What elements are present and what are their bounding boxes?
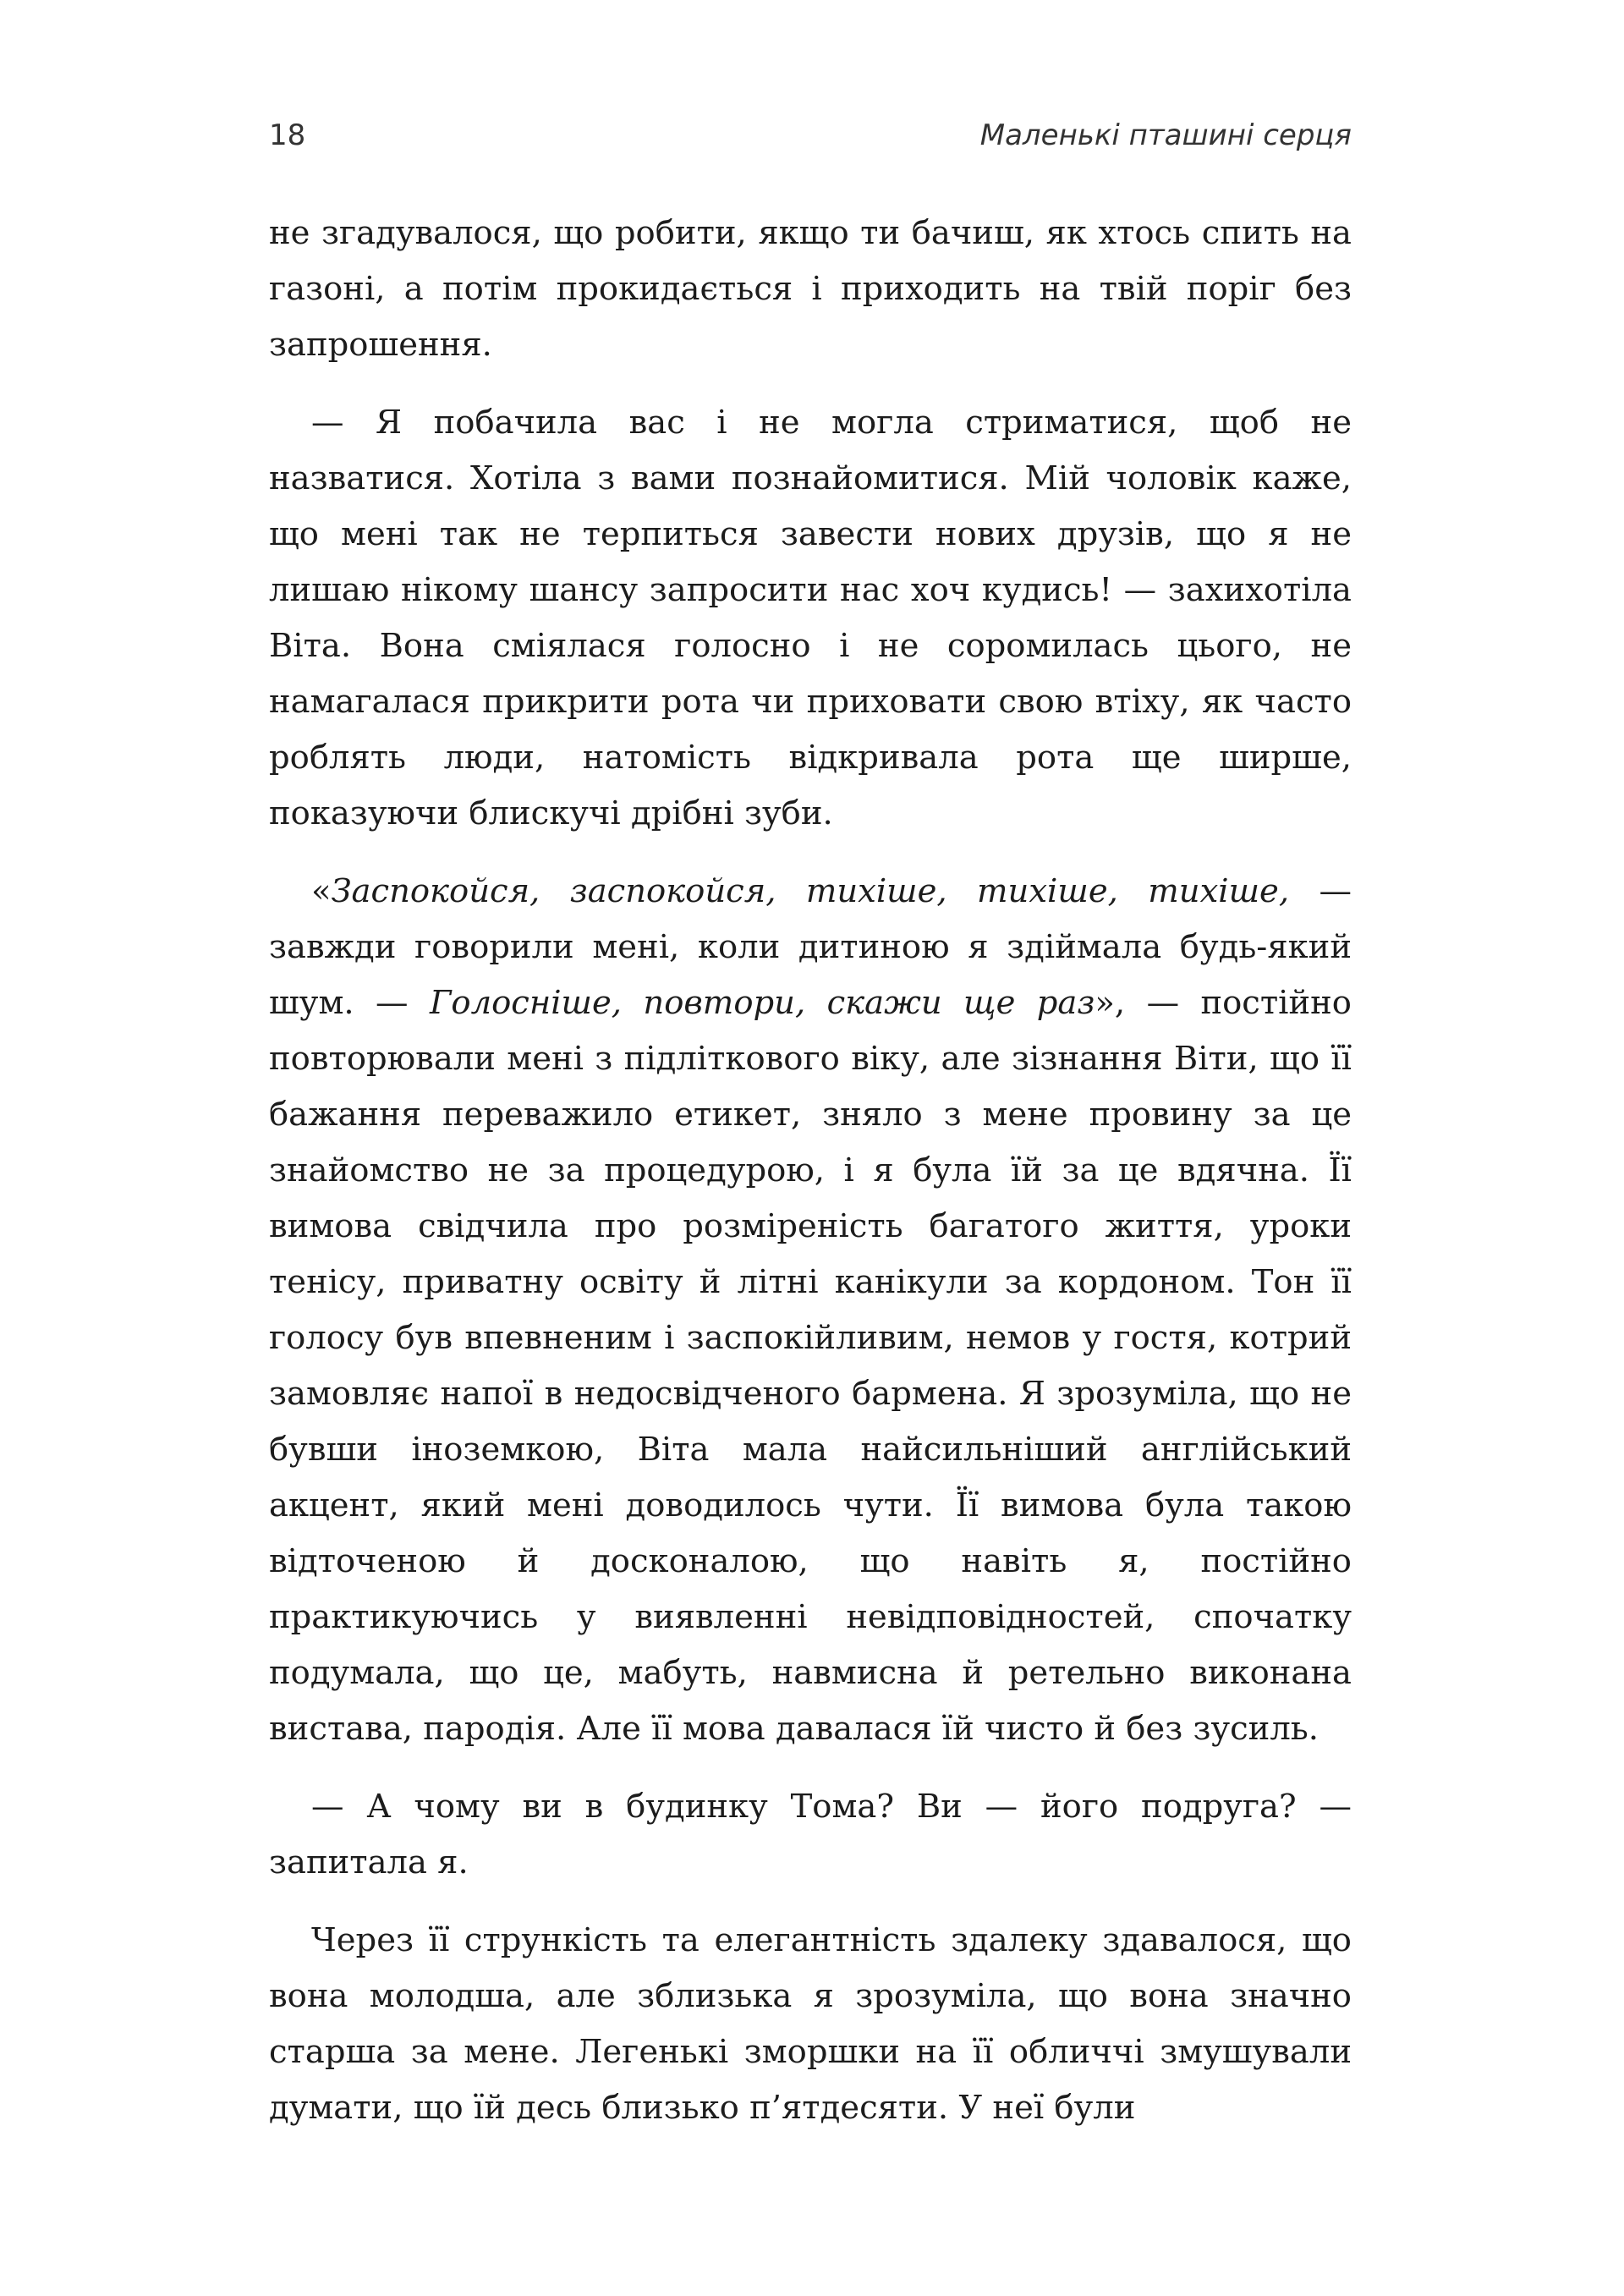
text-segment: », — постійно повторювали мені з підліткового віку, але зізнання Віти, що її бажання переважило етикет, зняло з мене провину за це знайомство не за процедурою, і я була їй за це вдячна. Її вимова свідчила про розміреність багатого життя, уроки тенісу, приватну освіту й літні канікули за кордоном. Тон її голосу був впевненим і заспокійливим, немов у гостя, котрий замовляє напої в недосвідченого бармена. Я зрозуміла, що не бувши іноземкою, Віта мала найсильніший англійський акцент, який мені доводилось чути. Її вимова була такою відточеною й досконалою, що навіть я, постійно практикуючись у виявленні невідповідностей, спочатку подумала, що це, мабуть, навмисна й ретельно виконана вистава, пародія. Але її мова давалася їй чисто й без зусиль.: [269, 984, 1352, 1748]
page-number: 18: [269, 118, 306, 152]
body-text: [269, 206, 1352, 2158]
running-title: Маленькі пташині серця: [979, 118, 1352, 152]
italic-text-segment: Заспокойся, заспокойся, тихіше, тихіше, тихіше,: [331, 872, 1290, 910]
text-segment: «: [311, 872, 332, 910]
paragraph: — Я побачила вас і не могла стриматися, щоб не назватися. Хотіла з вами познайомитися. Мій чоловік каже, що мені так не терпиться завести нових друзів, що я не лишаю нікому шансу запросити нас хоч кудись! — захихотіла Віта. Вона сміялася голосно і не соромилась цього, не намагалася прикрити рота чи приховати свою втіху, як часто роблять люди, натомість відкривала рота ще ширше, показуючи блискучі дрібні зуби.: [269, 404, 1352, 832]
text-segment: — завжди говорили мені, коли дитиною я здіймала будь-який шум. —: [269, 872, 1352, 1022]
paragraph: — А чому ви в будинку Тома? Ви — його подруга? — запитала я.: [269, 1788, 1352, 1881]
paragraph: не згадувалося, що робити, якщо ти бачиш, як хтось спить на газоні, а потім прокидається і приходить на твій поріг без запрошення.: [269, 214, 1352, 364]
paragraph: Через її стрункість та елегантність здалеку здавалося, що вона молодша, але зблизька я зрозуміла, що вона значно старша за мене. Легенькі зморшки на її обличчі змушували думати, що їй десь близько п’ятдесяти. У неї були: [269, 1921, 1352, 2127]
paragraph: [269, 864, 1352, 1757]
page-header: [269, 110, 1352, 161]
italic-text-segment: Голосніше, повтори, скажи ще раз: [429, 984, 1095, 1022]
